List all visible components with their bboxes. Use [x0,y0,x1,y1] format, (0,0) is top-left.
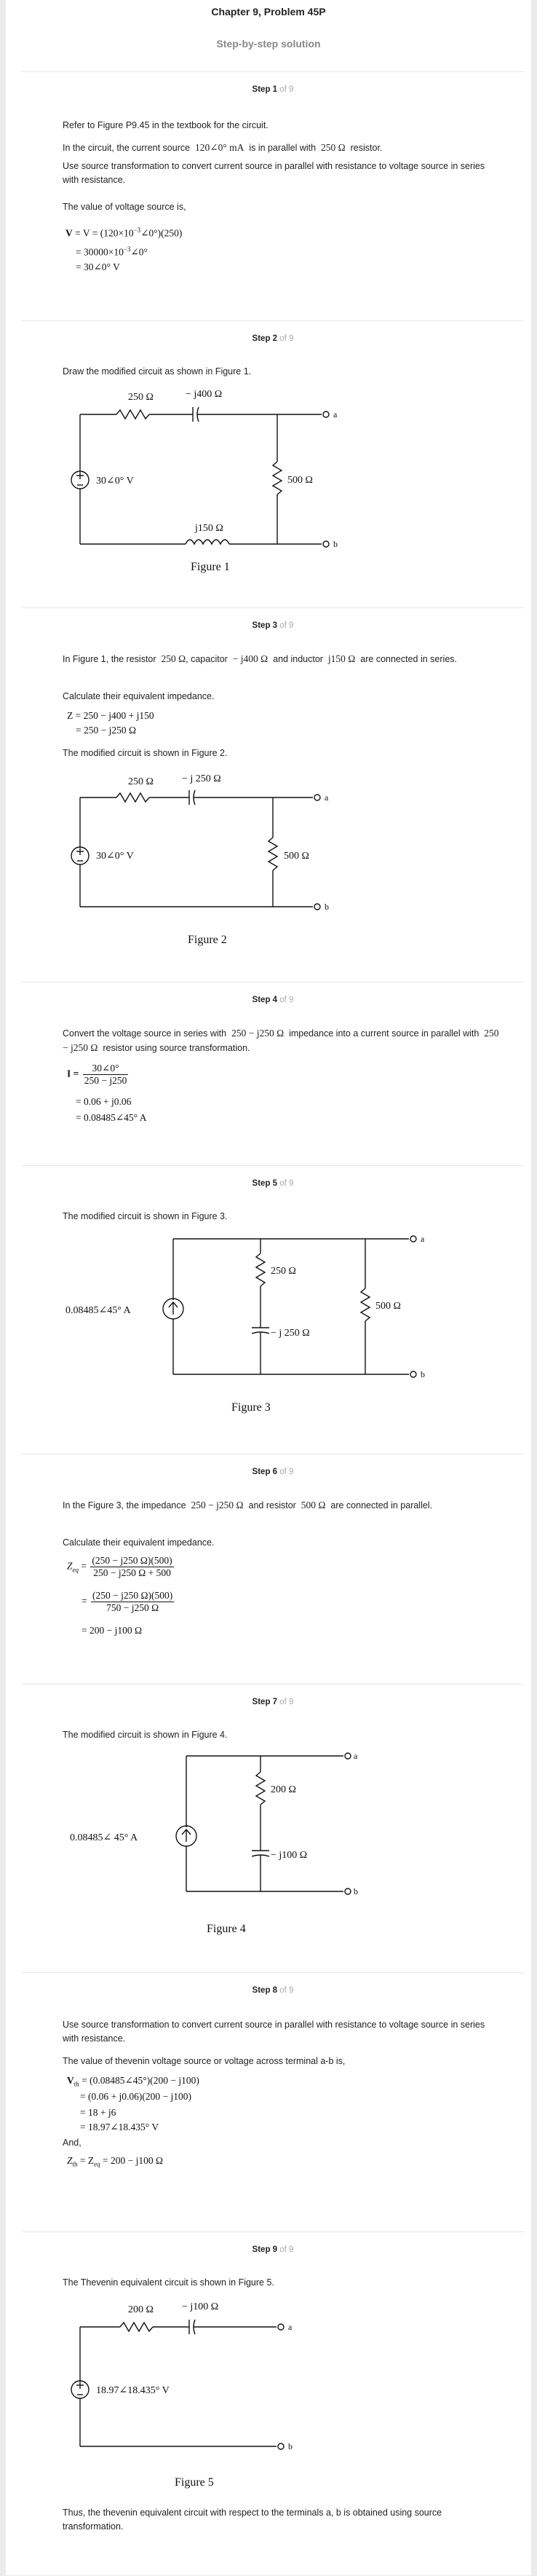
step-text: In the Figure 3, the impedance 250 − j250 Ω and resistor 500 Ω are connected in parallel. [63,1500,433,1510]
step-8 [22,1972,524,2232]
step-header: Step 8 of 9 [252,1986,294,1995]
c-label: − j100 Ω [271,1850,308,1861]
figure-2-circuit [58,768,393,950]
terminal-a: a [354,1751,358,1761]
page-subtitle: Step-by-step solution [216,38,321,50]
step-text: Calculate their equivalent impedance. [63,1537,215,1548]
figure-caption: Figure 4 [207,1923,246,1935]
figure-caption: Figure 2 [188,934,227,946]
step-7 [22,1684,524,1973]
source-label: 30∠0° V [96,476,134,487]
step-3 [22,607,524,982]
step-6 [22,1454,524,1685]
math-line: $Z_{eq}$ = $\frac{(250 - j250 \Omega)(500)}{250 - j250 \Omega + 500}$ [67,1555,172,1578]
step-1 [22,71,524,321]
c-label: − j100 Ω [182,2301,219,2312]
step-header: Step 3 of 9 [252,621,294,630]
step-2 [22,320,524,608]
step-text: The value of voltage source is, [63,202,186,212]
step-header: Step 6 of 9 [252,1468,294,1476]
math-line: $V = V = (120\times 10^{-3}\angle 0^\circ)(250)$ [65,227,183,239]
figure-caption: Figure 3 [231,1401,271,1414]
step-text: Calculate their equivalent impedance. [63,691,215,701]
step-header: Step 1 of 9 [252,85,294,94]
figure-caption: Figure 5 [175,2476,214,2489]
terminal-a: a [421,1234,425,1244]
source-label: 0.08485∠45° A [65,1305,131,1316]
step-header: Step 4 of 9 [252,996,294,1004]
math-line: = 18.97∠18.435° V [80,2122,159,2132]
page-title: Chapter 9, Problem 45P [211,6,326,17]
step-text: In the circuit, the current source 120∠0° mA is in parallel with 250 Ω resistor. [63,142,383,153]
source-label: 0.08485∠ 45° A [70,1832,138,1843]
step-header: Step 2 of 9 [252,334,294,343]
step-text: Draw the modified circuit as shown in Figure 1. [63,366,252,377]
figure-caption: Figure 1 [191,561,230,573]
r2-label: 500 Ω [287,475,313,486]
step-header: Step 7 of 9 [252,1698,294,1706]
math-line: = 200 − j100 Ω [81,1625,143,1636]
c-label: − j 250 Ω [182,773,221,784]
terminal-b: b [325,902,329,912]
terminal-a: a [288,2322,293,2332]
step-text: Use source transformation to convert current source in parallel with resistance to voltage source in series with resistance. [63,161,485,185]
figure-1-circuit [58,385,393,575]
r-label: 200 Ω [271,1784,296,1795]
step-header: Step 9 of 9 [252,2245,294,2254]
r2-label: 500 Ω [375,1301,401,1312]
l-label: j150 Ω [195,523,223,534]
step-5 [22,1165,524,1454]
step-text: Thus, the thevenin equivalent circuit with respect to the terminals a, b is obtained using source transformation. [63,2508,442,2532]
step-text: The modified circuit is shown in Figure 2. [63,748,228,758]
math-line: = 250 − j250 Ω [76,725,137,736]
step-text: The modified circuit is shown in Figure 3. [63,1211,228,1221]
r2-label: 500 Ω [284,851,309,862]
step-text: In Figure 1, the resistor 250 Ω, capacitor − j400 Ω and inductor j150 Ω are connected in series. [63,653,457,664]
terminal-b: b [421,1369,425,1379]
math-line: = (0.06 + j0.06)(200 − j100) [80,2091,191,2102]
terminal-a: a [333,409,338,420]
solution-page [6,0,531,2575]
step-9 [22,2232,524,2576]
step-header: Step 5 of 9 [252,1179,294,1188]
step-text: And, [63,2138,81,2148]
math-line: = 30∠0° V [76,261,120,272]
step-text: Refer to Figure P9.45 in the textbook for the circuit. [63,120,268,130]
step-text: Convert the voltage source in series with 250 − j250 Ω impedance into a current source in parallel with 250 − j250 Ω resistor using source transformation. [63,1028,499,1053]
terminal-b: b [288,2441,293,2451]
math-line: $Z_{th} = Z_{eq} = 200 - j100$ Ω [67,2155,164,2168]
math-line: = 0.08485∠45° A [76,1112,147,1123]
c-label: − j 250 Ω [271,1328,310,1339]
source-label: 18.97∠18.435° V [96,2385,170,2396]
math-line: = $30000\times 10^{-3}\angle 0^\circ$ [76,245,148,258]
source-label: 30∠0° V [96,851,134,862]
step-text: The Thevenin equivalent circuit is shown in Figure 5. [63,2277,274,2288]
r-label: 250 Ω [271,1266,296,1277]
step-4 [22,982,524,1166]
terminal-b: b [354,1886,358,1896]
math-line: Z = 250 − j400 + j150 [67,710,154,721]
step-text: The modified circuit is shown in Figure 4. [63,1730,228,1740]
terminal-a: a [325,792,329,803]
figure-4-circuit [58,1749,466,1967]
step-text: Use source transformation to convert current source in parallel with resistance to voltage source in series with resistance. [63,2020,485,2044]
r-label: 200 Ω [128,2304,154,2315]
terminal-b: b [333,539,338,549]
math-line: = 0.06 + j0.06 [76,1096,132,1107]
math-line: = $\frac{(250 - j250 \Omega)(500)}{750 - j250 \Omega}$ [81,1590,173,1613]
r-label: 250 Ω [128,776,154,787]
math-line: = 18 + j6 [80,2107,116,2118]
figure-3-circuit [58,1232,466,1450]
figure-5-circuit [58,2293,393,2490]
math-line: $V_{th}$ = (0.08485∠45°)(200 − j100) [67,2075,199,2088]
c-label: − j400 Ω [186,389,223,400]
math-line: I = $\frac{30\angle 0^\circ}{250 - j250}$ [67,1063,127,1086]
step-text: The value of thevenin voltage source or voltage across terminal a-b is, [63,2056,346,2066]
r-label: 250 Ω [128,392,154,403]
